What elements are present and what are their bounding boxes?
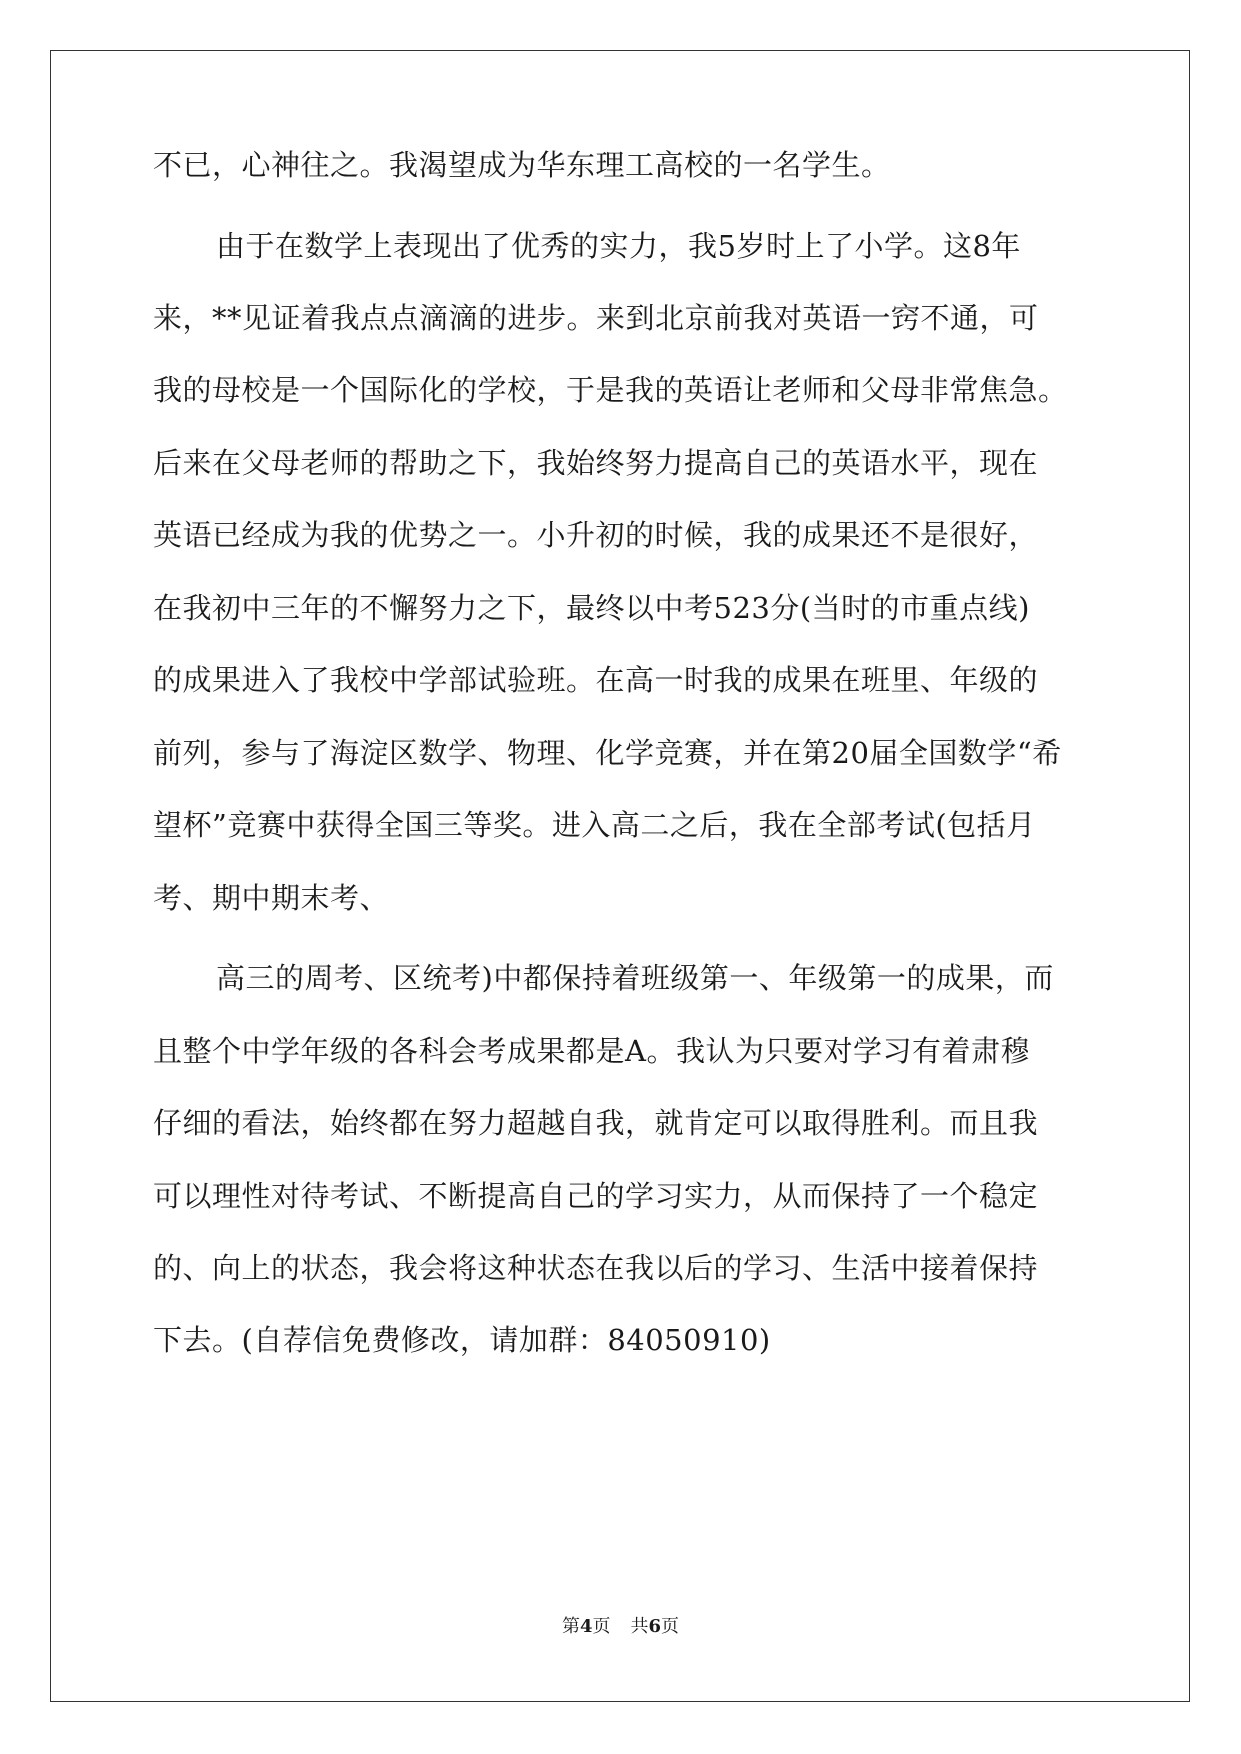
text-line: 英语已经成为我的优势之一。小升初的时候，我的成果还不是很好，: [153, 518, 1039, 552]
text-line: 前列，参与了海淀区数学、物理、化学竞赛，并在第20届全国数学“希: [153, 736, 1062, 770]
total-page-number: 6: [648, 1616, 662, 1637]
current-page-number: 4: [579, 1616, 593, 1637]
text-line: 的成果进入了我校中学部试验班。在高一时我的成果在班里、年级的: [153, 663, 1039, 697]
text-line: 考、期中期末考、: [153, 881, 390, 915]
text-line: 望杯”竞赛中获得全国三等奖。进入高二之后，我在全部考试(包括月: [153, 808, 1036, 842]
text-line: 由于在数学上表现出了优秀的实力，我5岁时上了小学。这8年: [216, 229, 1021, 263]
text-line: 的、向上的状态，我会将这种状态在我以后的学习、生活中接着保持: [153, 1251, 1039, 1285]
text-line: 来，**见证着我点点滴滴的进步。来到北京前我对英语一窍不通，可: [153, 301, 1039, 335]
text-line: 不已，心神往之。我渴望成为华东理工高校的一名学生。: [153, 148, 891, 182]
total-prefix: 共: [630, 1616, 649, 1637]
text-line: 在我初中三年的不懈努力之下，最终以中考523分(当时的市重点线): [153, 591, 1030, 625]
page-footer: [0, 1615, 1241, 1639]
page-prefix: 第: [561, 1616, 580, 1637]
total-suffix: 页: [661, 1616, 680, 1637]
page-suffix: 页: [592, 1616, 611, 1637]
text-line: 下去。(自荐信免费修改，请加群：84050910): [153, 1323, 771, 1357]
text-line: 高三的周考、区统考)中都保持着班级第一、年级第一的成果，而: [216, 961, 1054, 995]
text-line: 后来在父母老师的帮助之下，我始终努力提高自己的英语水平，现在: [153, 446, 1039, 480]
text-line: 我的母校是一个国际化的学校，于是我的英语让老师和父母非常焦急。: [153, 373, 1068, 407]
text-line: 仔细的看法，始终都在努力超越自我，就肯定可以取得胜利。而且我: [153, 1106, 1039, 1140]
text-line: 且整个中学年级的各科会考成果都是A。我认为只要对学习有着肃穆: [153, 1034, 1030, 1068]
text-line: 可以理性对待考试、不断提高自己的学习实力，从而保持了一个稳定: [153, 1179, 1039, 1213]
